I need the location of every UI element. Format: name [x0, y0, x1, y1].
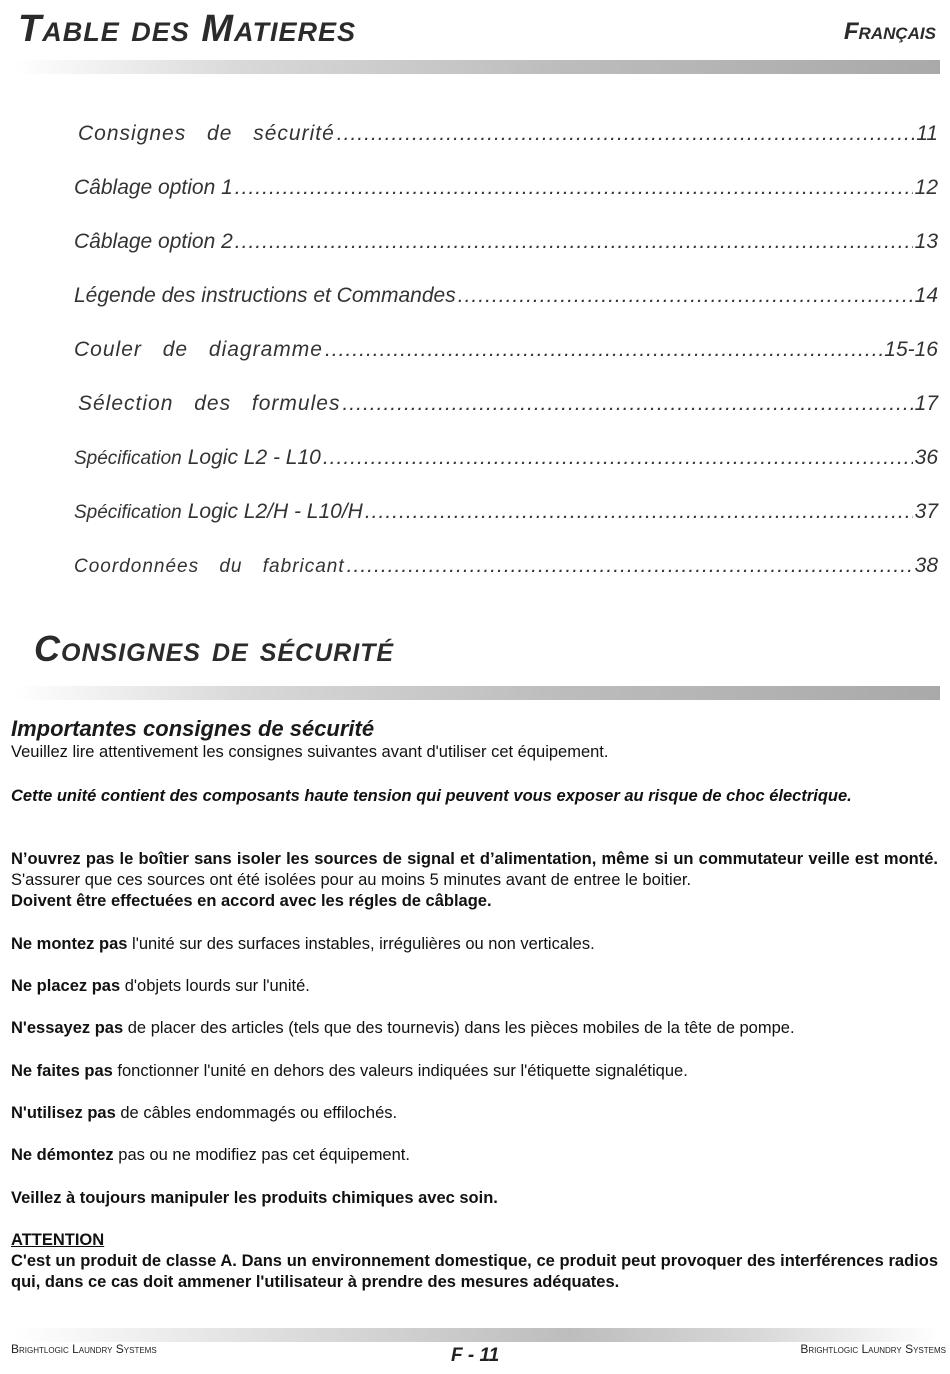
language-label: Français: [843, 18, 936, 45]
toc-entry-page: 14: [914, 284, 938, 307]
toc-entry[interactable]: [78, 388, 938, 416]
safety-item-bold: N'utilisez pas: [11, 1104, 116, 1122]
toc-leader-dots: [323, 446, 913, 470]
toc-entry-prefix: Spécification: [74, 502, 182, 523]
toc-entry[interactable]: [74, 226, 938, 254]
safety-item-bold: Ne placez pas: [11, 977, 121, 995]
safety-item: [11, 1018, 938, 1039]
toc-entry-label: Coordonnées du fabricant: [74, 556, 345, 577]
warning-text: Cette unité contient des composants haute tension qui peuvent vous exposer au risque de choc électrique.: [11, 787, 852, 805]
toc-entry[interactable]: [74, 280, 938, 308]
attention-text: C'est un produit de classe A. Dans un environnement domestique, ce produit peut provoquer des interférences radios qui, dans ce cas doit ammener l'utilisateur à prendre des mesures adéquates.: [11, 1252, 938, 1291]
toc-entry-prefix: Spécification: [74, 448, 182, 469]
toc-entry-label: Logic L2 - L10: [187, 446, 321, 469]
safety-item: [11, 1145, 938, 1166]
safety-item-text: de placer des articles (tels que des tournevis) dans les pièces mobiles de la tête de pompe.: [123, 1019, 795, 1037]
toc-entry-page: 36: [914, 446, 938, 469]
safety-item-text: pas ou ne modifiez pas cet équipement.: [113, 1146, 410, 1164]
footer-divider: [14, 1328, 940, 1342]
safety-item: [11, 1061, 938, 1082]
safety-paragraph: [11, 849, 938, 912]
safety-item-text: de câbles endommagés ou effilochés.: [115, 1104, 398, 1122]
toc-entry-label: Sélection des formules: [78, 392, 341, 415]
toc-entry[interactable]: [74, 172, 938, 200]
toc-leader-dots: [235, 176, 913, 200]
toc-entry-page: 12: [914, 176, 938, 199]
toc-entry[interactable]: [74, 442, 938, 470]
toc-leader-dots: [347, 554, 913, 578]
safety-item-bold: Ne démontez: [11, 1146, 114, 1164]
toc-entry[interactable]: [78, 118, 938, 146]
toc-entry-label: Logic L2/H - L10/H: [187, 500, 363, 523]
safety-paragraph-text: S'assurer que ces sources ont été isolées pour au moins 5 minutes avant de entree le boitier.: [11, 871, 692, 889]
toc-entry-page: 37: [914, 500, 938, 523]
toc-entry-page: 17: [914, 392, 938, 415]
toc-entry-label: Consignes de sécurité: [78, 122, 335, 145]
footer-left: Brightlogic Laundry Systems: [11, 1342, 157, 1356]
toc-entry[interactable]: [74, 496, 938, 524]
toc-entry-label: Couler de diagramme: [74, 338, 323, 361]
toc-leader-dots: [235, 230, 913, 254]
safety-item-bold: Ne faites pas: [11, 1062, 113, 1080]
toc-entry[interactable]: [74, 550, 938, 578]
toc-entry[interactable]: [74, 334, 938, 362]
toc-entry-label: Câblage option 2: [74, 230, 233, 253]
toc-entry-page: 38: [914, 554, 938, 577]
intro-text: Veuillez lire attentivement les consignes suivantes avant d'utiliser cet équipement.: [11, 743, 609, 761]
safety-item: [11, 934, 938, 955]
page-number: F - 11: [451, 1345, 500, 1366]
toc-leader-dots: [458, 284, 913, 308]
safety-item-text: fonctionner l'unité en dehors des valeurs indiquées sur l'étiquette signalétique.: [112, 1062, 688, 1080]
attention-label: ATTENTION: [11, 1231, 105, 1249]
chemicals-note: Veillez à toujours manipuler les produits chimiques avec soin.: [11, 1189, 498, 1207]
safety-item: [11, 1103, 938, 1124]
safety-paragraph-bold: N’ouvrez pas le boîtier sans isoler les sources de signal et d’alimentation, même si un commutateur veille est monté.: [11, 850, 938, 868]
footer-right: Brightlogic Laundry Systems: [800, 1342, 946, 1356]
toc-leader-dots: [337, 122, 914, 146]
section-divider: [14, 686, 940, 700]
safety-paragraph-bold-2: Doivent être effectuées en accord avec les régles de câblage.: [11, 892, 492, 910]
safety-item-bold: N'essayez pas: [11, 1019, 124, 1037]
toc-entry-page: 15-16: [884, 338, 938, 361]
section-title: Consignes de sécurité: [34, 628, 395, 669]
toc-leader-dots: [325, 338, 882, 362]
page-title: Table des Matieres: [18, 8, 357, 50]
section-subtitle: Importantes consignes de sécurité: [11, 716, 375, 741]
toc-entry-page: 13: [914, 230, 938, 253]
safety-item-text: l'unité sur des surfaces instables, irrégulières ou non verticales.: [127, 935, 595, 953]
safety-item: [11, 976, 938, 997]
toc-entry-label: Câblage option 1: [74, 176, 233, 199]
toc-entry-label: Légende des instructions et Commandes: [74, 284, 456, 307]
safety-item-bold: Ne montez pas: [11, 935, 128, 953]
table-of-contents: [0, 0, 950, 600]
toc-leader-dots: [342, 392, 912, 416]
toc-entry-page: 11: [916, 122, 938, 145]
toc-leader-dots: [365, 500, 913, 524]
safety-item-text: d'objets lourds sur l'unité.: [120, 977, 310, 995]
